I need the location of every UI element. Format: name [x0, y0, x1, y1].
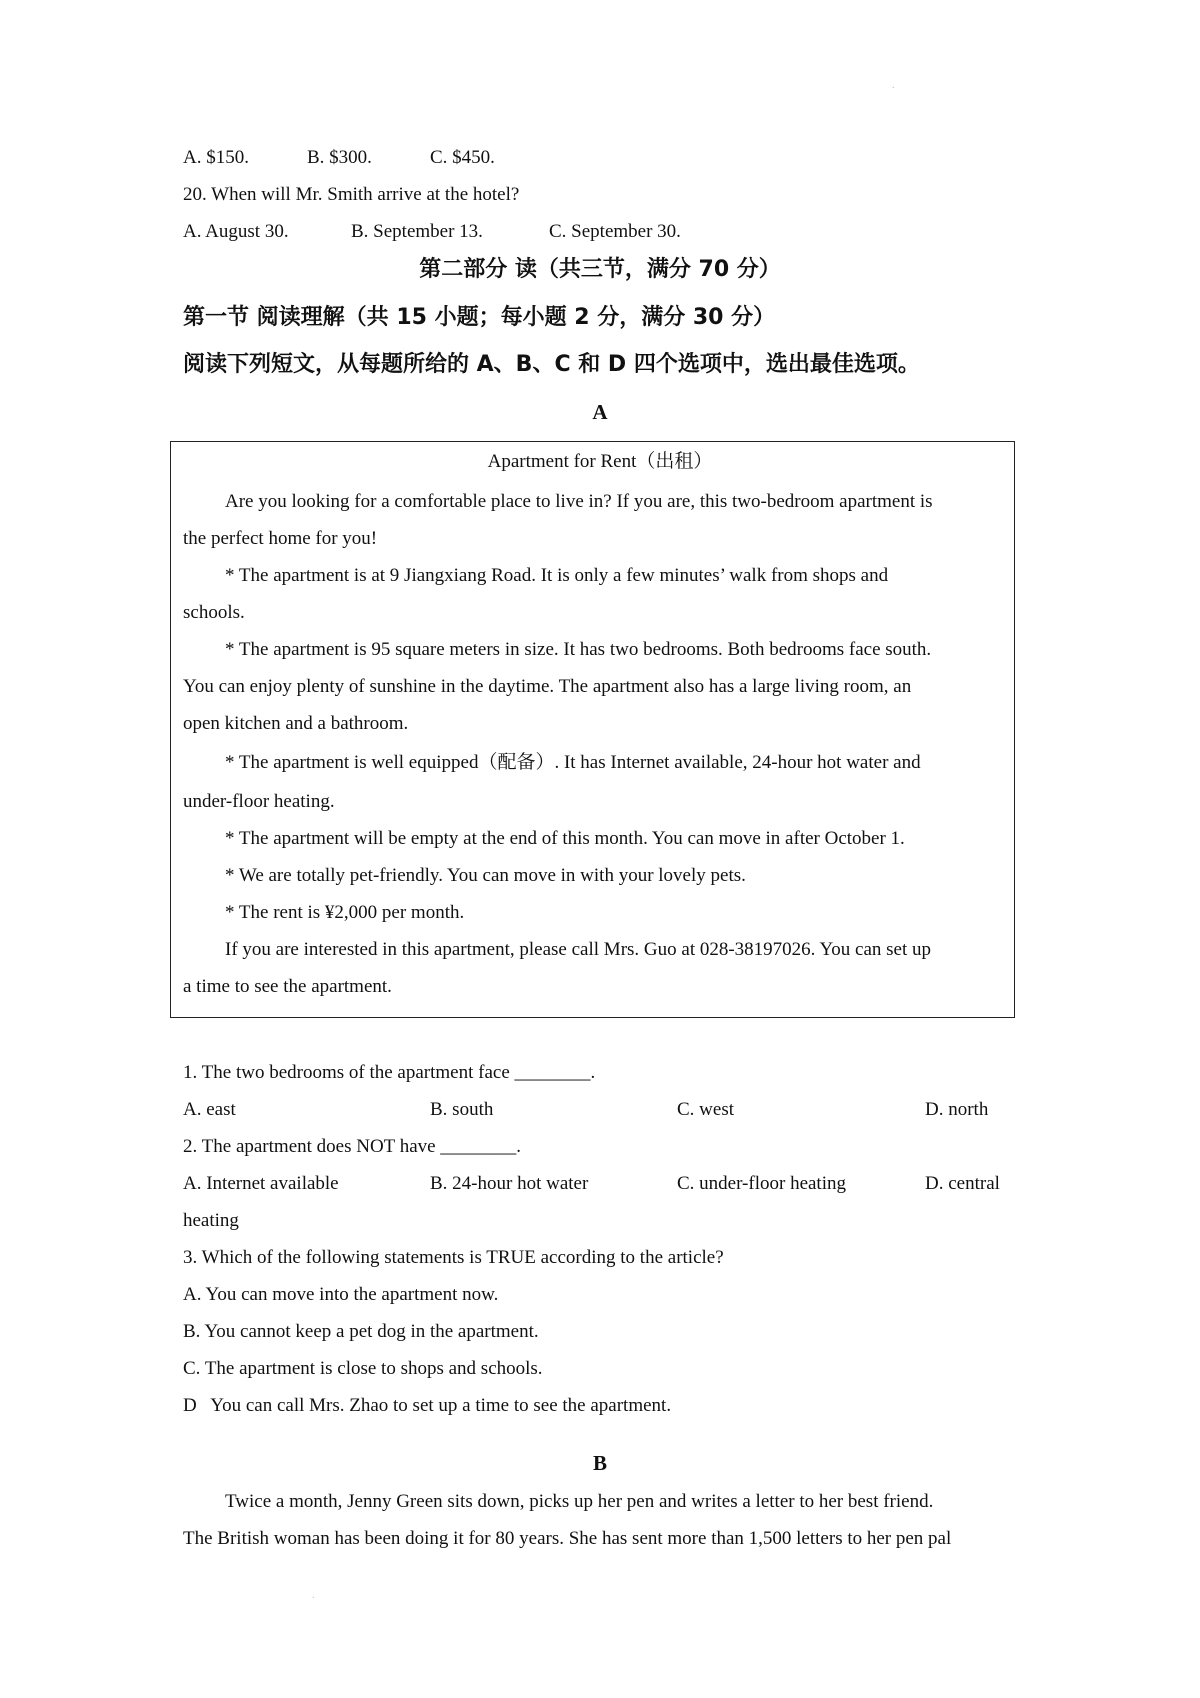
ad-line-11: * We are totally pet-friendly. You can move in with your lovely pets. [225, 865, 746, 886]
q2-option-d: D. central [925, 1173, 1000, 1194]
passage-b-line-1: Twice a month, Jenny Green sits down, picks up her pen and writes a letter to her best friend. [225, 1491, 934, 1512]
passage-b-label: B [592, 1451, 607, 1475]
ad-line-4: schools. [183, 602, 245, 623]
ad-line-8: * The apartment is well equipped（配备）. It has Internet available, 24-hour hot water and [225, 752, 921, 773]
q2-option-c: C. under-floor heating [677, 1173, 846, 1194]
passage-b-line-2: The British woman has been doing it for 80 years. She has sent more than 1,500 letters to her pen pal [183, 1528, 952, 1549]
q1-option-a: A. east [183, 1099, 236, 1120]
q1-option-c: C. west [677, 1099, 734, 1120]
q19-option-a: A. $150. [183, 147, 249, 168]
q20-option-b: B. September 13. [351, 221, 483, 242]
question-3: 3. Which of the following statements is TRUE according to the article? [183, 1247, 724, 1268]
ad-line-1: Are you looking for a comfortable place to live in? If you are, this two-bedroom apartment is [225, 491, 933, 512]
q3-option-d: D You can call Mrs. Zhao to set up a time to see the apartment. [183, 1395, 672, 1416]
question-2: 2. The apartment does NOT have ________. [183, 1136, 522, 1157]
ad-line-9: under-floor heating. [183, 791, 335, 812]
q2-option-a: A. Internet available [183, 1173, 339, 1194]
ad-line-3: * The apartment is at 9 Jiangxiang Road. It is only a few minutes’ walk from shops and [225, 565, 889, 586]
ad-line-13: If you are interested in this apartment, please call Mrs. Guo at 028-38197026. You can set up [225, 939, 932, 960]
q1-option-b: B. south [430, 1099, 494, 1120]
q20-options [183, 220, 681, 244]
section1-title: 第一节 阅读理解（共 15 小题；每小题 2 分，满分 30 分） [183, 305, 776, 330]
ad-line-7: open kitchen and a bathroom. [183, 713, 409, 734]
ad-line-6: You can enjoy plenty of sunshine in the daytime. The apartment also has a large living room, an [183, 676, 912, 697]
q2-options [183, 1172, 1000, 1196]
reading-instruction: 阅读下列短文，从每题所给的 A、B、C 和 D 四个选项中，选出最佳选项。 [183, 352, 920, 377]
part2-title: 第二部分 读（共三节，满分 70 分） [419, 257, 781, 282]
q20-option-c: C. September 30. [549, 221, 681, 242]
q20-question: 20. When will Mr. Smith arrive at the hotel? [183, 184, 520, 205]
q1-options [183, 1098, 988, 1122]
q20-option-a: A. August 30. [183, 221, 289, 242]
q2-option-b: B. 24-hour hot water [430, 1173, 589, 1194]
page-mark: . [312, 1590, 315, 1601]
ad-line-10: * The apartment will be empty at the end of this month. You can move in after October 1. [225, 828, 905, 849]
page-mark: . [892, 80, 895, 91]
q19-option-c: C. $450. [430, 147, 495, 168]
q19-options [183, 146, 495, 170]
ad-title: Apartment for Rent（出租） [487, 451, 713, 472]
ad-line-12: * The rent is ¥2,000 per month. [225, 902, 465, 923]
ad-line-14: a time to see the apartment. [183, 976, 392, 997]
question-1: 1. The two bedrooms of the apartment face ________. [183, 1062, 596, 1083]
q3-option-a: A. You can move into the apartment now. [183, 1284, 499, 1305]
ad-line-5: * The apartment is 95 square meters in size. It has two bedrooms. Both bedrooms face south. [225, 639, 932, 660]
q2-option-d-wrap: heating [183, 1210, 239, 1231]
passage-a-label: A [592, 400, 608, 424]
ad-line-2: the perfect home for you! [183, 528, 378, 549]
q3-option-b: B. You cannot keep a pet dog in the apartment. [183, 1321, 539, 1342]
q3-option-c: C. The apartment is close to shops and schools. [183, 1358, 543, 1379]
q1-option-d: D. north [925, 1099, 989, 1120]
q19-option-b: B. $300. [307, 147, 372, 168]
